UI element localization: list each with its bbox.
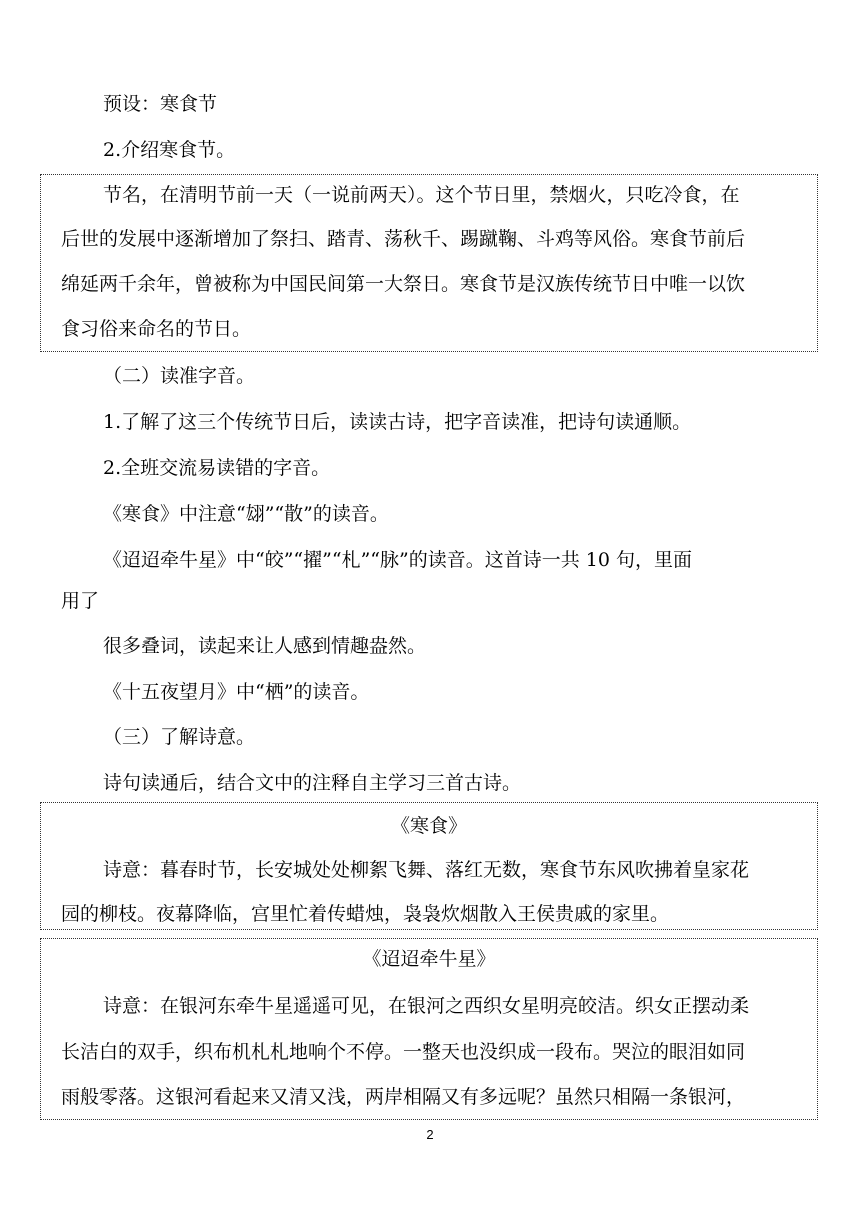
text-line: 《十五夜望月》中“栖”的读音。 <box>103 681 370 703</box>
text-line: 很多叠词，读起来让人感到情趣盎然。 <box>103 635 427 657</box>
text-line: 2.介绍寒食节。 <box>103 139 236 161</box>
poem-title: 《迢迢牵牛星》 <box>362 948 496 970</box>
text-line: 《寒食》中注意“翃”“散”的读音。 <box>103 503 389 525</box>
text-line: 园的柳枝。夜幕降临，宫里忙着传蜡烛，袅袅炊烟散入王侯贵戚的家里。 <box>61 903 670 925</box>
text-line: 2.全班交流易读错的字音。 <box>103 457 331 479</box>
text-line: 1.了解了这三个传统节日后，读读古诗，把字音读准，把诗句读通顺。 <box>103 411 692 433</box>
text-line: 绵延两千余年，曾被称为中国民间第一大祭日。寒食节是汉族传统节日中唯一以饮 <box>61 273 746 295</box>
page-number: 2 <box>426 1127 434 1142</box>
text-line: 预设：寒食节 <box>103 93 218 115</box>
text-line: 《迢迢牵牛星》中“皎”“擢”“札”“脉”的读音。这首诗一共 10 句，里面 <box>103 549 692 571</box>
text-line: 诗意：暮春时节，长安城处处柳絮飞舞、落红无数，寒食节东风吹拂着皇家花 <box>103 859 750 881</box>
section-heading: （三）了解诗意。 <box>103 726 256 748</box>
text-line: 用了 <box>61 590 100 612</box>
text-line: 诗句读通后，结合文中的注释自主学习三首古诗。 <box>103 772 522 794</box>
poem-title: 《寒食》 <box>390 815 467 837</box>
text-line: 节名，在清明节前一天（一说前两天）。这个节日里，禁烟火，只吃冷食，在 <box>103 184 740 206</box>
section-heading: （二）读准字音。 <box>103 365 256 387</box>
text-line: 雨般零落。这银河看起来又清又浅，两岸相隔又有多远呢？虽然只相隔一条银河， <box>61 1086 746 1108</box>
text-line: 长洁白的双手，织布机札札地响个不停。一整天也没织成一段布。哭泣的眼泪如同 <box>61 1041 746 1063</box>
text-line: 诗意：在银河东牵牛星遥遥可见，在银河之西织女星明亮皎洁。织女正摆动柔 <box>103 995 750 1017</box>
text-line: 后世的发展中逐渐增加了祭扫、踏青、荡秋千、踢蹴鞠、斗鸡等风俗。寒食节前后 <box>61 228 746 250</box>
text-line: 食习俗来命名的节日。 <box>61 318 252 340</box>
